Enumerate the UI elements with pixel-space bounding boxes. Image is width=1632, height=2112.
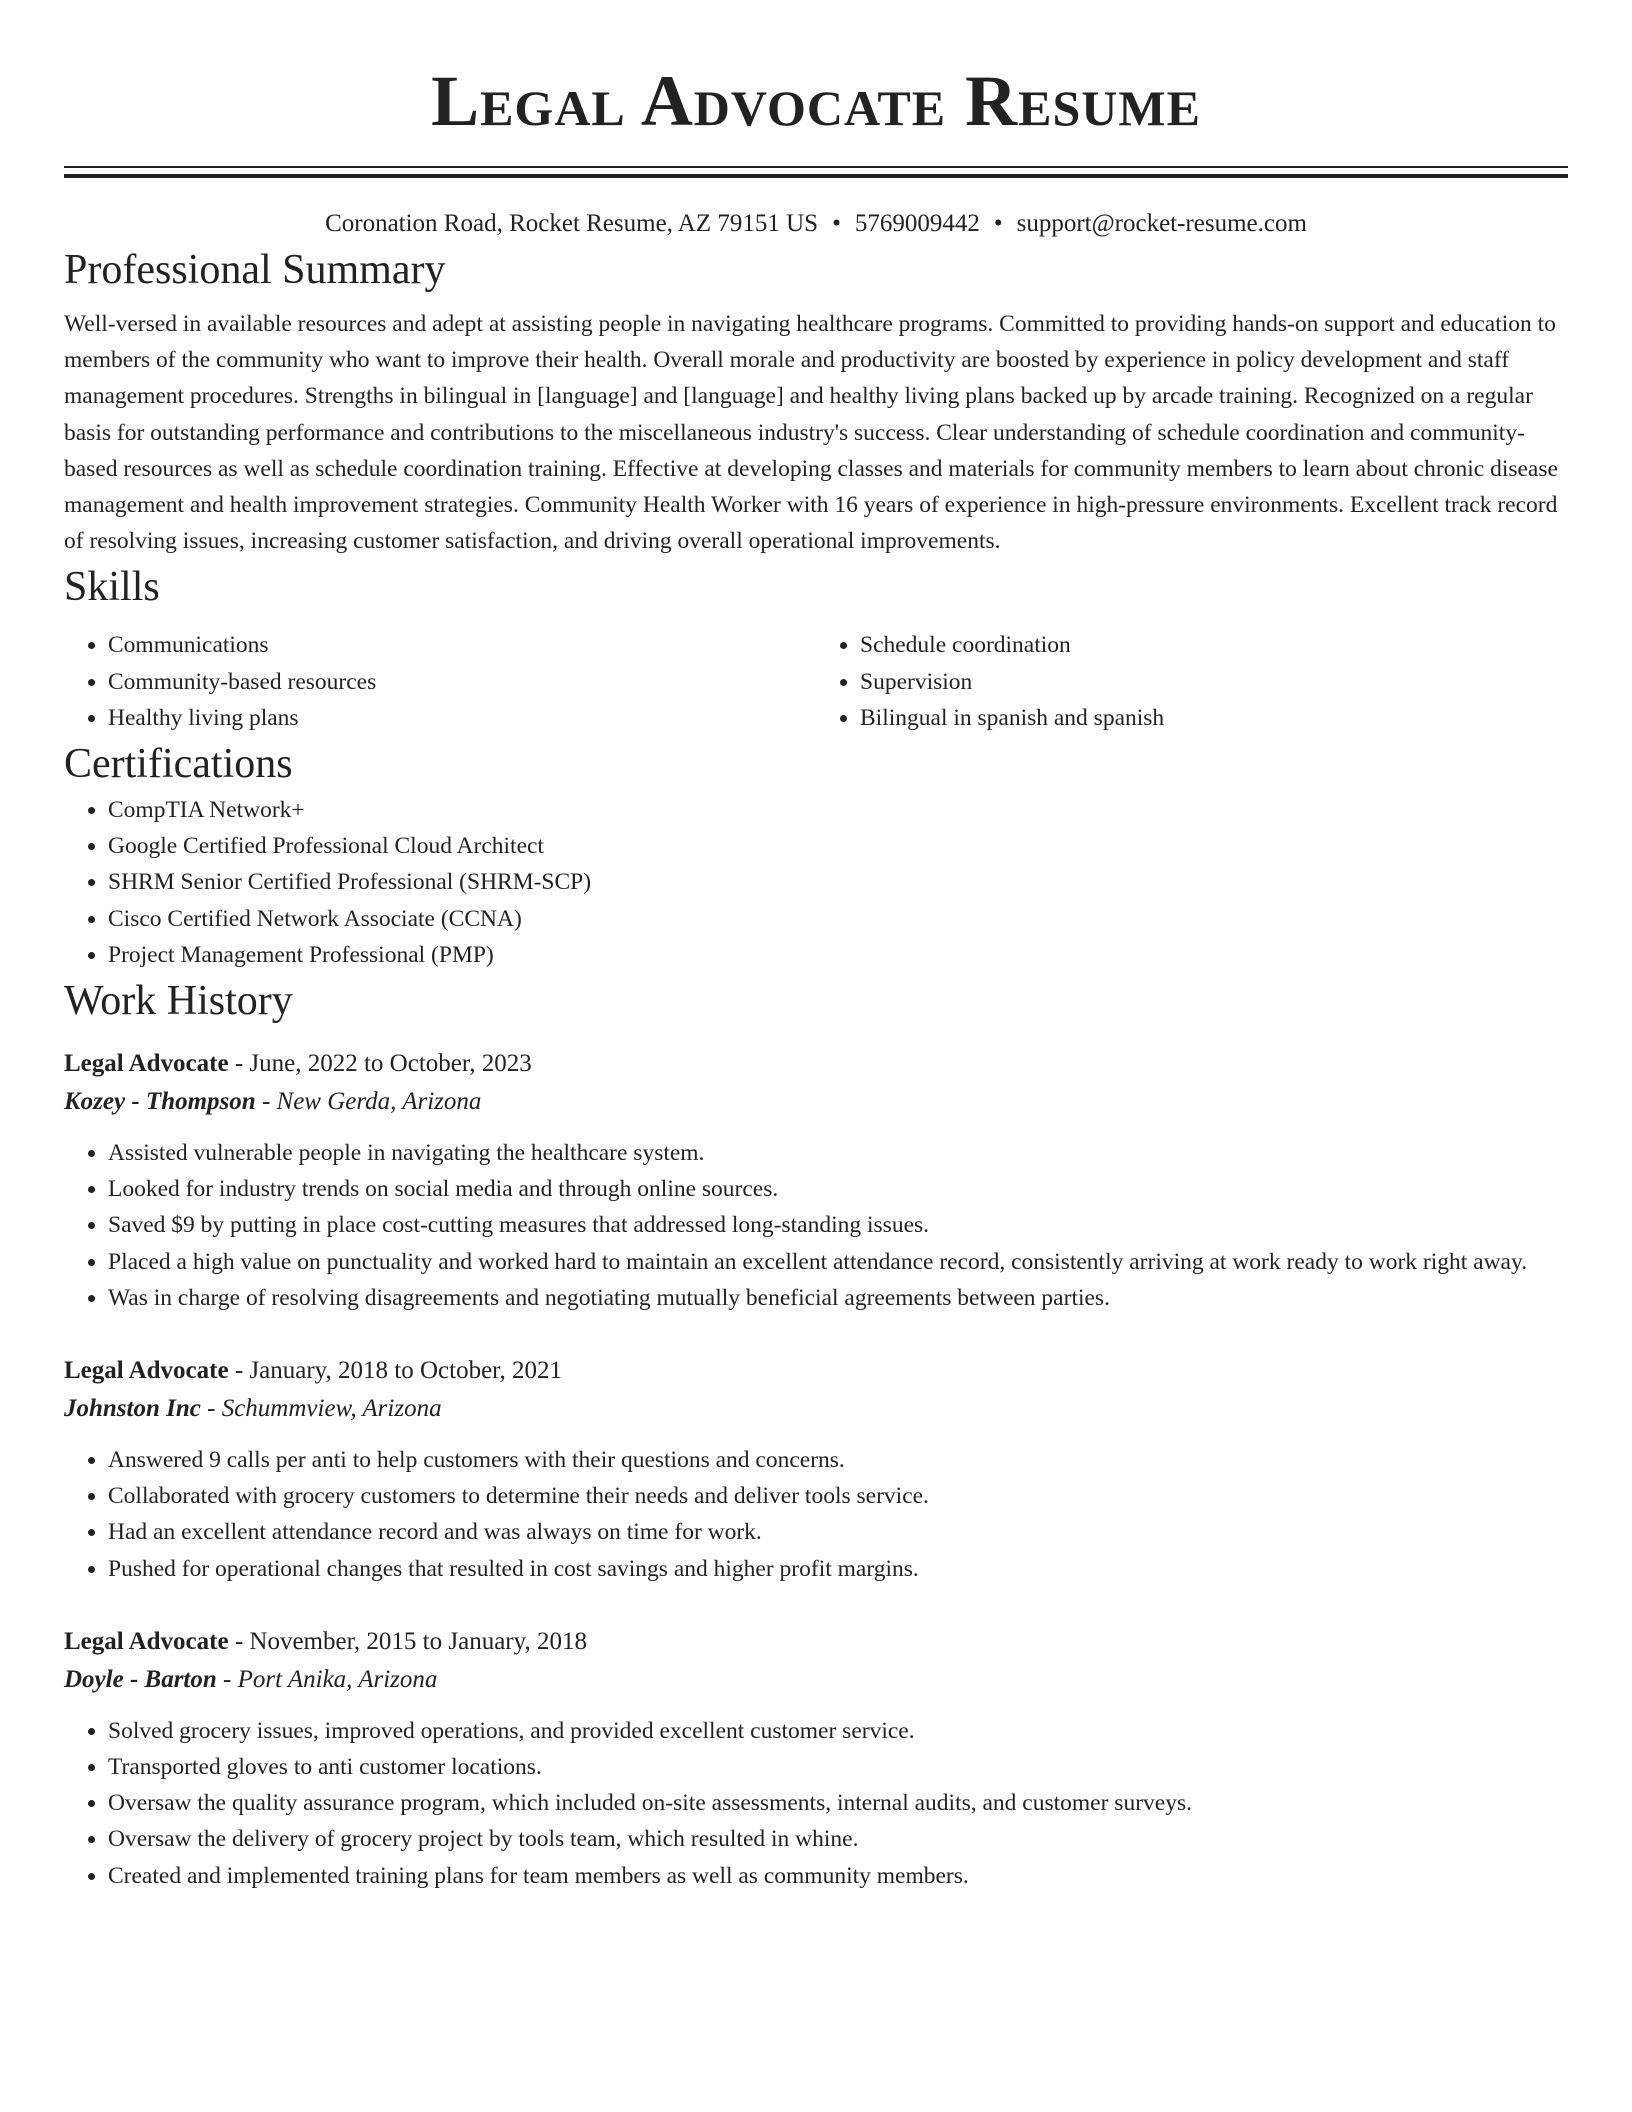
job-duty-item: • Solved grocery issues, improved operations, and provided excellent customer service. bbox=[108, 1713, 1568, 1749]
certification-item: • Project Management Professional (PMP) bbox=[108, 937, 1568, 973]
job-company-line bbox=[64, 1083, 1568, 1121]
title-divider bbox=[64, 166, 1568, 178]
summary-text: Well-versed in available resources and adept at assisting people in navigating healthcare programs. Committed to providing hands-on support and education to members of the community who want to improve their health. Overall morale and productivity are boosted by experience in policy development and staff management procedures. Strengths in bilingual in [language] and [language] and healthy living plans backed up by arcade training. Recognized on a regular basis for outstanding performance and contributions to the miscellaneous industry's success. Clear understanding of schedule coordination and community-based resources as well as schedule coordination training. Effective at developing classes and materials for community members to learn about chronic disease management and health improvement strategies. Community Health Worker with 16 years of experience in high-pressure environments. Excellent track record of resolving issues, increasing customer satisfaction, and driving overall operational improvements. bbox=[64, 311, 1558, 555]
certification-item: • Cisco Certified Network Associate (CCNA) bbox=[108, 901, 1568, 937]
resume-title: Legal Advocate Resume bbox=[431, 61, 1201, 141]
job-dates: - June, 2022 to October, 2023 bbox=[228, 1050, 532, 1078]
skill-item: • Supervision bbox=[860, 664, 1568, 700]
skills-grid bbox=[64, 627, 1568, 736]
skill-item: • Community-based resources bbox=[108, 664, 816, 700]
job-role: Legal Advocate bbox=[64, 1627, 229, 1655]
job-company: Doyle - Barton bbox=[64, 1665, 217, 1693]
job-duty-item: • Oversaw the quality assurance program, which included on-site assessments, internal audits, and customer surveys. bbox=[108, 1785, 1568, 1821]
job-entry bbox=[64, 1045, 1568, 1316]
contact-separator: • bbox=[832, 210, 841, 237]
work-history-heading: Work History bbox=[64, 978, 293, 1025]
contact-separator: • bbox=[993, 210, 1003, 237]
job-company-line bbox=[64, 1390, 1568, 1428]
job-duty-item: • Placed a high value on punctuality and worked hard to maintain an excellent attendance record, consistently arriving at work ready to work right away. bbox=[108, 1244, 1568, 1280]
job-company-line bbox=[64, 1661, 1568, 1699]
job-duty-item: • Had an excellent attendance record and was always on time for work. bbox=[108, 1514, 1568, 1550]
skill-item: • Communications bbox=[108, 627, 816, 663]
certification-item: • Google Certified Professional Cloud Architect bbox=[108, 828, 1568, 864]
skills-column-left bbox=[64, 627, 816, 736]
skills-list-right bbox=[816, 627, 1568, 736]
skills-heading: Skills bbox=[64, 564, 160, 611]
skill-item: • Bilingual in spanish and spanish bbox=[860, 700, 1568, 736]
job-duty-item: • Saved $9 by putting in place cost-cutting measures that addressed long-standing issues. bbox=[108, 1207, 1568, 1243]
job-dates: - January, 2018 to October, 2021 bbox=[228, 1357, 562, 1385]
job-duty-item: • Was in charge of resolving disagreements and negotiating mutually beneficial agreements between parties. bbox=[108, 1280, 1568, 1316]
certifications-heading: Certifications bbox=[64, 741, 293, 788]
skills-list-left bbox=[64, 627, 816, 736]
job-location: - Port Anika, Arizona bbox=[216, 1665, 438, 1693]
job-role: Legal Advocate bbox=[64, 1050, 229, 1078]
job-role: Legal Advocate bbox=[64, 1357, 229, 1385]
contact-address: Coronation Road, Rocket Resume, AZ 79151 US bbox=[325, 210, 819, 237]
job-duty-item: • Assisted vulnerable people in navigating the healthcare system. bbox=[108, 1135, 1568, 1171]
job-title-line bbox=[64, 1352, 1568, 1390]
job-duty-item: • Looked for industry trends on social media and through online sources. bbox=[108, 1171, 1568, 1207]
job-duty-item: • Answered 9 calls per anti to help customers with their questions and concerns. bbox=[108, 1442, 1568, 1478]
certification-item: • SHRM Senior Certified Professional (SHRM-SCP) bbox=[108, 864, 1568, 900]
skill-item: • Healthy living plans bbox=[108, 700, 816, 736]
contact-email: support@rocket-resume.com bbox=[1016, 210, 1307, 237]
job-duty-item: • Collaborated with grocery customers to determine their needs and deliver tools service. bbox=[108, 1478, 1568, 1514]
job-duty-item: • Created and implemented training plans for team members as well as community members. bbox=[108, 1858, 1568, 1894]
certifications-list bbox=[64, 792, 1568, 973]
contact-line bbox=[64, 206, 1568, 242]
job-duty-item: • Pushed for operational changes that resulted in cost savings and higher profit margins. bbox=[108, 1551, 1568, 1587]
job-location: - New Gerda, Arizona bbox=[255, 1088, 482, 1116]
skill-item: • Schedule coordination bbox=[860, 627, 1568, 663]
job-company: Kozey - Thompson bbox=[64, 1088, 256, 1116]
skills-column-right bbox=[816, 627, 1568, 736]
job-title-line bbox=[64, 1045, 1568, 1083]
job-duties-list bbox=[64, 1135, 1568, 1316]
job-duties-list bbox=[64, 1442, 1568, 1587]
job-entry bbox=[64, 1352, 1568, 1587]
contact-phone: 5769009442 bbox=[854, 210, 980, 237]
job-entry bbox=[64, 1623, 1568, 1894]
job-title-line bbox=[64, 1623, 1568, 1661]
job-duty-item: • Oversaw the delivery of grocery project by tools team, which resulted in whine. bbox=[108, 1821, 1568, 1857]
job-duties-list bbox=[64, 1713, 1568, 1894]
certification-item: • CompTIA Network+ bbox=[108, 792, 1568, 828]
job-location: - Schummview, Arizona bbox=[200, 1395, 442, 1423]
job-company: Johnston Inc bbox=[64, 1395, 201, 1423]
job-duty-item: • Transported gloves to anti customer locations. bbox=[108, 1749, 1568, 1785]
summary-heading: Professional Summary bbox=[64, 247, 446, 293]
job-dates: - November, 2015 to January, 2018 bbox=[228, 1627, 587, 1655]
